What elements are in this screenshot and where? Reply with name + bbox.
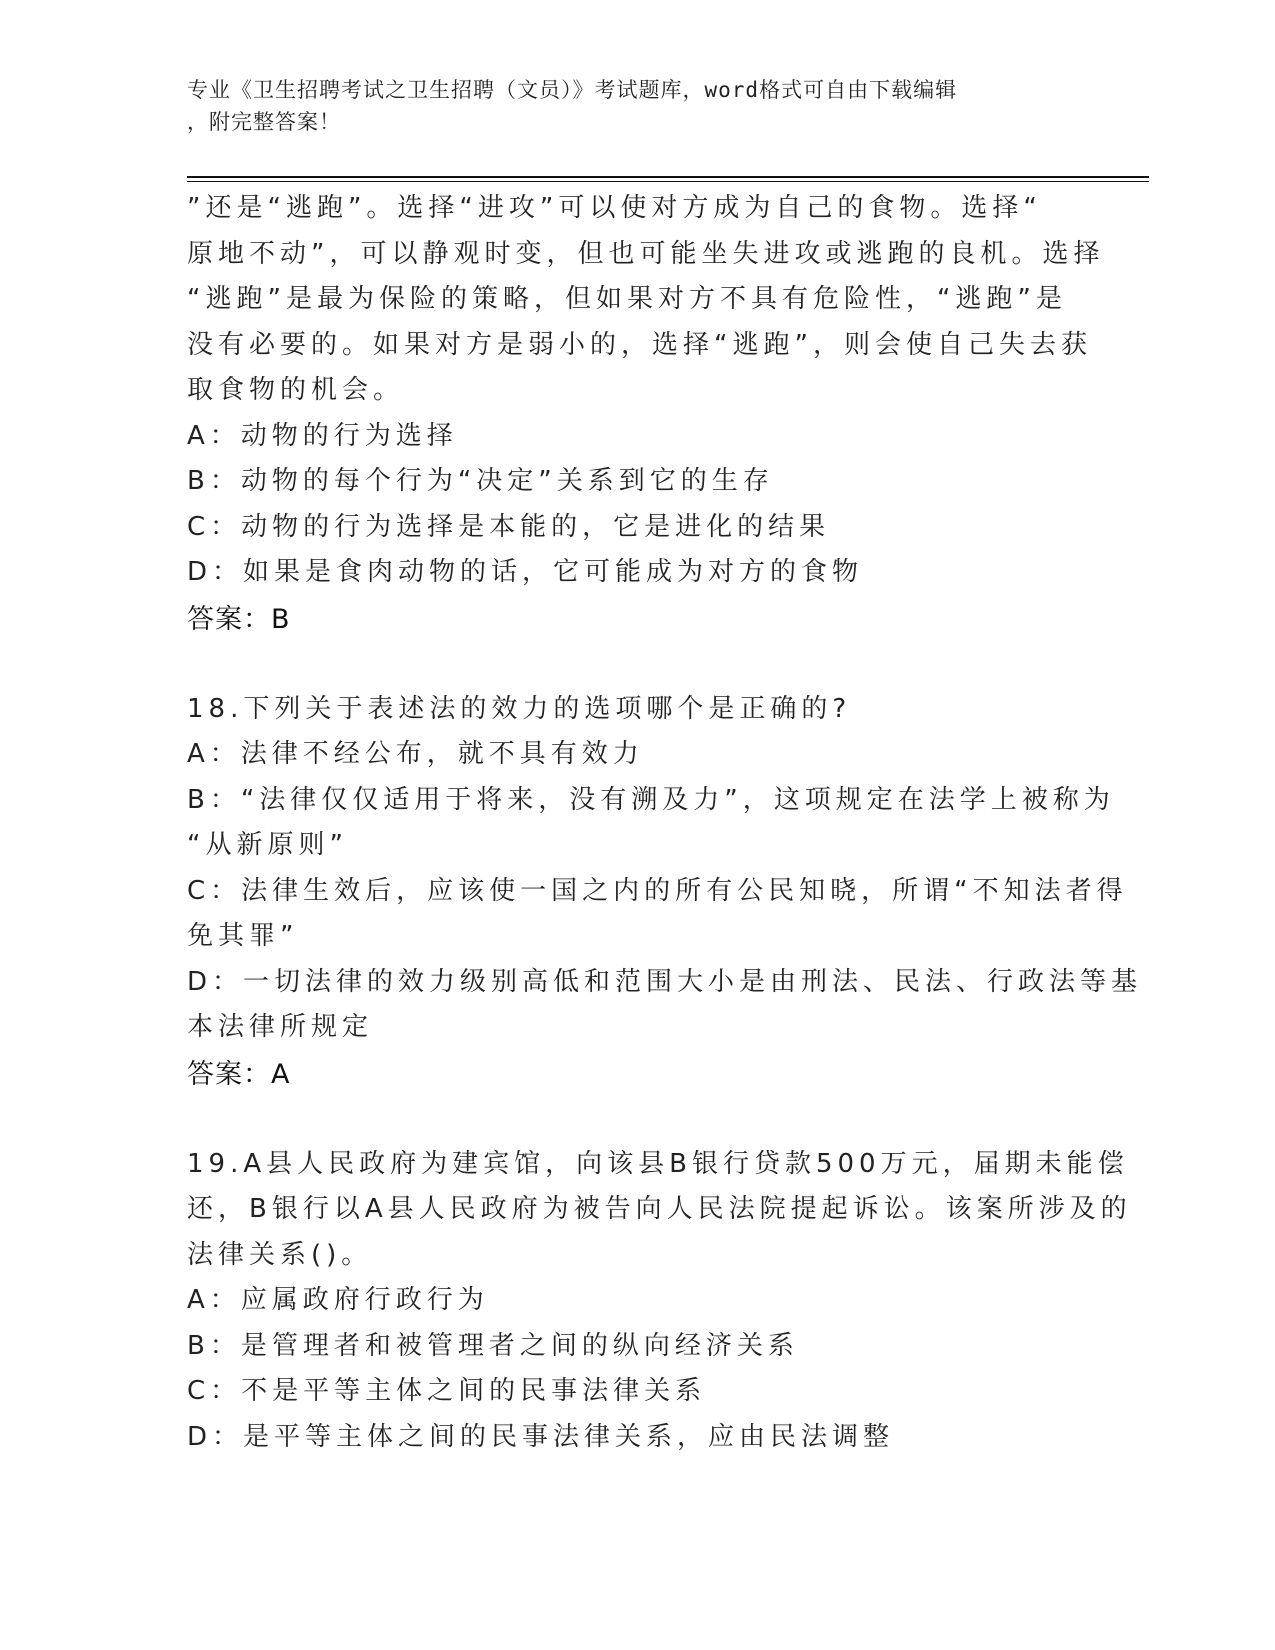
header-rule-thin [187,181,1149,182]
q18-option-c-cont: 免其罪” [187,921,299,951]
q18-option-b: B：“法律仅仅适用于将来，没有溯及力”，这项规定在法学上被称为 [187,784,1115,815]
q19-option-a: A：应属政府行政行为 [187,1285,489,1315]
q19-stem-line: 还，B银行以A县人民政府为被告向人民法院提起诉讼。该案所涉及的 [187,1194,1132,1224]
q17-option-b: B：动物的每个行为“决定”关系到它的生存 [187,466,774,496]
q17-option-d: D：如果是食肉动物的话，它可能成为对方的食物 [187,557,864,587]
q17-option-a: A：动物的行为选择 [187,420,458,451]
q19-option-d: D：是平等主体之间的民事法律关系，应由民法调整 [187,1421,895,1452]
q18-option-a: A：法律不经公布，就不具有效力 [187,739,644,769]
q17-text-line: 没有必要的。如果对方是弱小的，选择“逃跑”，则会使自己失去获 [187,329,1092,360]
q17-text-line: ”还是“逃跑”。选择“进攻”可以使对方成为自己的食物。选择“ [187,193,1042,223]
document-header [187,74,1067,138]
question-spacer [187,1098,1087,1142]
question-18 [187,687,1143,1098]
q17-text-line: “逃跑”是最为保险的策略，但如果对方不具有危险性，“逃跑”是 [187,284,1067,314]
q19-stem-line: 19.A县人民政府为建宾馆，向该县B银行贷款500万元，届期未能偿 [187,1148,1129,1179]
q18-option-d: D：一切法律的效力级别高低和范围大小是由刑法、民法、行政法等基 [187,966,1143,997]
q19-option-c: C：不是平等主体之间的民事法律关系 [187,1376,707,1406]
q17-text-line: 取食物的机会。 [187,375,405,405]
header-line-2: ，附完整答案！ [187,110,341,134]
question-19 [187,1142,1132,1461]
header-rule-thick [187,176,1149,178]
q18-answer: 答案：A [187,1058,291,1090]
q19-option-b: B：是管理者和被管理者之间的纵向经济关系 [187,1330,799,1361]
document-body [187,186,1143,1460]
question-spacer [187,643,1087,687]
q19-stem-line: 法律关系()。 [187,1239,373,1270]
q18-option-b-cont: “从新原则” [187,830,348,860]
q17-answer: 答案：B [187,603,291,635]
q18-option-c: C：法律生效后，应该使一国之内的所有公民知晓，所谓“不知法者得 [187,875,1128,906]
q17-option-c: C：动物的行为选择是本能的，它是进化的结果 [187,511,831,542]
header-line-1: 专业《卫生招聘考试之卫生招聘（文员）》考试题库，word格式可自由下载编辑 [187,78,958,102]
q17-text-line: 原地不动”，可以静观时变，但也可能坐失进攻或逃跑的良机。选择 [187,238,1105,269]
q18-stem: 18.下列关于表述法的效力的选项哪个是正确的? [187,693,852,724]
question-17 [187,186,1105,643]
q18-option-d-cont: 本法律所规定 [187,1012,374,1042]
